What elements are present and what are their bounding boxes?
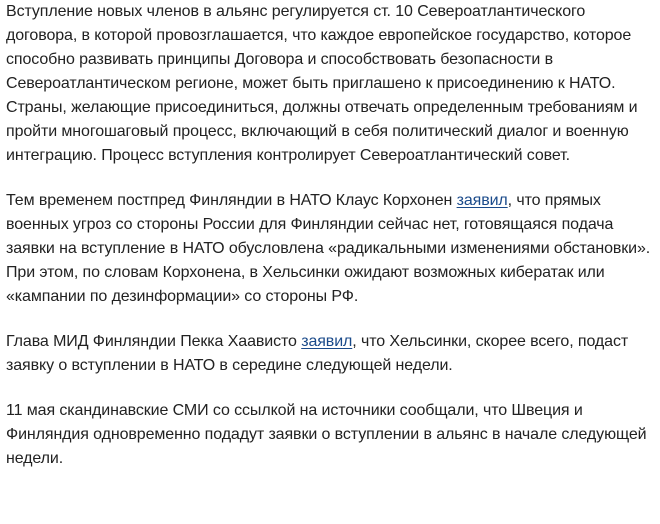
paragraph-text-after: , что Хельсинки, скорее всего, подаст заявку о вступлении в НАТО в середине следующей недели. bbox=[6, 333, 629, 374]
paragraph-text: Вступление новых членов в альянс регулируется ст. 10 Североатлантического договора, в которой провозглашается, что каждое европейское государство, которое способно развивать принципы Договора и способствовать безопасности в Североатлантическом регионе, может быть приглашено к присоединению к НАТО. Страны, желающие присоединиться, должны отвечать определенным требованиям и пройти многошаговый процесс, включающий в себя политический диалог и военную интеграцию. Процесс вступления контролирует Североатлантический совет. bbox=[6, 3, 638, 164]
paragraph-may-11-report bbox=[6, 399, 654, 471]
article-body bbox=[6, 0, 654, 492]
source-link-haavisto[interactable]: заявил bbox=[301, 333, 353, 350]
paragraph-text-before: Тем временем постпред Финляндии в НАТО Клаус Корхонен bbox=[6, 192, 457, 209]
source-link-korhonen[interactable]: заявил bbox=[456, 192, 508, 209]
paragraph-korhonen-statement bbox=[6, 189, 654, 309]
paragraph-accession-rules bbox=[6, 0, 654, 168]
paragraph-haavisto-statement bbox=[6, 330, 654, 378]
paragraph-text-after: , что прямых военных угроз со стороны России для Финляндии сейчас нет, готовящаяся подача заявки на вступление в НАТО обусловлена «радикальными изменениями обстановки». При этом, по словам Корхонена, в Хельсинки ожидают возможных кибератак или «кампании по дезинформации» со стороны РФ. bbox=[6, 192, 651, 305]
paragraph-text: 11 мая скандинавские СМИ со ссылкой на источники сообщали, что Швеция и Финляндия одновременно подадут заявки о вступлении в альянс в начале следующей недели. bbox=[6, 402, 647, 467]
paragraph-text-before: Глава МИД Финляндии Пекка Хаависто bbox=[6, 333, 302, 350]
